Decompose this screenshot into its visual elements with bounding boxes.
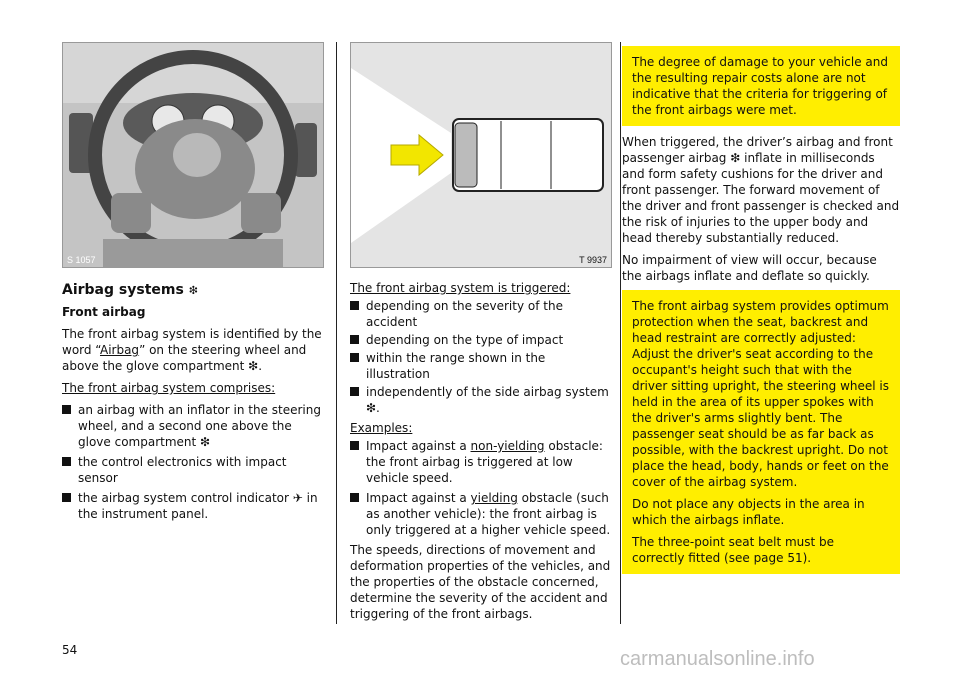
note-text: Do not place any objects in the area in which the airbags inflate. [632,497,865,527]
list-item: depending on the severity of the accident [350,298,612,330]
column-divider [336,42,337,624]
intro-paragraph: The front airbag system is identified by the word “Airbag” on the steering wheel and above the glove compartment ❇. [62,327,322,373]
note-box [622,46,900,126]
list-item: depending on the type of impact [350,332,612,348]
subheading: Front airbag [62,305,146,319]
view-paragraph: No impairment of view will occur, because the airbags inflate and deflate so quickly. [622,253,877,283]
list-item: the airbag system control indicator ✈ in the instrument panel. [62,490,322,522]
list-item: independently of the side airbag system ❇. [350,384,612,416]
comprises-label: The front airbag system comprises: [62,381,276,395]
column-left [62,42,322,526]
note-text: The front airbag system provides optimum protection when the seat, backrest and head restraint are correctly adjusted: Adjust the driver's seat according to the occupant's height such that with the driver sitting upright, the steering wheel is held in the area of its upper spokes with the driver's arms slightly bent. The passenger seat should be as far back as possible, with the backrest upright. Do not place the head, body, hands or feet on the cover of the airbag system. [632,299,889,489]
triggered-label: The front airbag system is triggered: [350,281,571,295]
impact-range-illustration [351,43,611,267]
list-item: within the range shown in the illustration [350,350,612,382]
severity-paragraph: The speeds, directions of movement and deformation properties of the vehicles, and the properties of the obstacle concerned, determine the severity of the accident and triggering of the front airbags. [350,543,611,621]
watermark-footer: carmanualsonline.info [620,648,815,670]
list-item: Impact against a yielding obstacle (such as another vehicle): the front airbag is only triggered at a higher vehicle speed. [350,490,612,538]
examples-label: Examples: [350,421,413,435]
trigger-paragraph: When triggered, the driver’s airbag and front passenger airbag ❇ inflate in milliseconds and form safety cushions for the driver and front passenger. The forward movement of the driver and front passenger is checked and the risk of injuries to the upper body and head thereby substantially reduced. [622,135,900,245]
list-item: the control electronics with impact sensor [62,454,322,486]
section-heading: Airbag systems ❇ [62,282,198,298]
steering-wheel-illustration [63,43,323,267]
steering-wheel-figure [62,42,324,268]
impact-range-figure [350,42,612,268]
note-text: The three-point seat belt must be correctly fitted (see page 51). [632,535,835,565]
snowflake-icon: ❇ [188,284,198,297]
column-middle [350,42,612,628]
figure-code: S 1057 [67,255,96,265]
note-text: The degree of damage to your vehicle and the resulting repair costs alone are not indicative that the criteria for triggering of the front airbags were met. [632,55,888,117]
list-item: Impact against a non-yielding obstacle: the front airbag is triggered at low vehicle speed. [350,438,612,486]
page-number: 54 [62,643,78,657]
figure-code: T 9937 [579,255,607,265]
column-divider [620,42,621,624]
note-box [622,290,900,574]
column-right [622,42,900,574]
list-item: an airbag with an inflator in the steering wheel, and a second one above the glove compartment ❇ [62,402,322,450]
